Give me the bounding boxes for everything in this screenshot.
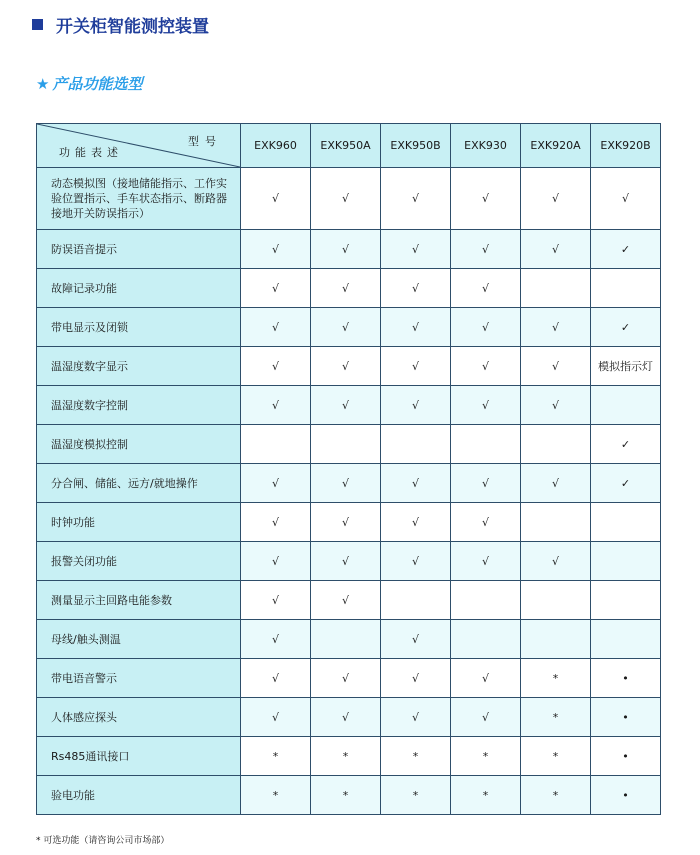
support-cell bbox=[591, 503, 661, 542]
support-cell: √ bbox=[241, 503, 311, 542]
support-cell bbox=[451, 620, 521, 659]
support-cell: √ bbox=[241, 269, 311, 308]
table-row bbox=[37, 776, 661, 815]
support-cell: √ bbox=[381, 269, 451, 308]
support-cell: * bbox=[521, 698, 591, 737]
support-cell: √ bbox=[451, 168, 521, 230]
support-cell: • bbox=[591, 659, 661, 698]
support-cell bbox=[311, 425, 381, 464]
table-header-row bbox=[37, 124, 661, 168]
support-cell: √ bbox=[311, 230, 381, 269]
support-cell: * bbox=[241, 737, 311, 776]
support-cell: ✓ bbox=[591, 425, 661, 464]
support-cell bbox=[521, 425, 591, 464]
support-cell: √ bbox=[241, 347, 311, 386]
support-cell: √ bbox=[241, 386, 311, 425]
support-cell: * bbox=[381, 776, 451, 815]
function-cell: 验电功能 bbox=[37, 776, 241, 815]
model-header: EXK920A bbox=[521, 124, 591, 168]
support-cell bbox=[381, 581, 451, 620]
function-cell: 分合闸、储能、远方/就地操作 bbox=[37, 464, 241, 503]
support-cell: √ bbox=[451, 308, 521, 347]
table-row bbox=[37, 168, 661, 230]
support-cell: √ bbox=[381, 386, 451, 425]
function-cell: 故障记录功能 bbox=[37, 269, 241, 308]
support-cell: √ bbox=[241, 464, 311, 503]
section-title bbox=[36, 73, 142, 94]
table-row bbox=[37, 659, 661, 698]
support-cell: ✓ bbox=[591, 464, 661, 503]
support-cell: √ bbox=[521, 386, 591, 425]
function-cell: Rs485通讯接口 bbox=[37, 737, 241, 776]
support-cell: * bbox=[311, 737, 381, 776]
support-cell: √ bbox=[381, 659, 451, 698]
support-cell bbox=[451, 425, 521, 464]
page-title bbox=[32, 12, 209, 37]
model-header: EXK950B bbox=[381, 124, 451, 168]
support-cell bbox=[521, 503, 591, 542]
support-cell: √ bbox=[381, 698, 451, 737]
header-model-label: 型号 bbox=[188, 135, 222, 148]
square-bullet-icon bbox=[32, 19, 43, 30]
function-cell: 温湿度数字显示 bbox=[37, 347, 241, 386]
function-cell: 母线/触头测温 bbox=[37, 620, 241, 659]
diagonal-header-cell bbox=[37, 124, 241, 168]
support-cell: * bbox=[451, 776, 521, 815]
support-cell: √ bbox=[521, 347, 591, 386]
support-cell: √ bbox=[381, 230, 451, 269]
model-header: EXK930 bbox=[451, 124, 521, 168]
support-cell: √ bbox=[451, 347, 521, 386]
page-title-text: 开关柜智能测控装置 bbox=[56, 17, 209, 37]
support-cell: √ bbox=[381, 620, 451, 659]
support-cell: • bbox=[591, 776, 661, 815]
support-cell bbox=[591, 581, 661, 620]
support-cell: √ bbox=[311, 581, 381, 620]
support-cell: * bbox=[521, 776, 591, 815]
support-cell: √ bbox=[241, 581, 311, 620]
support-cell bbox=[591, 269, 661, 308]
support-cell bbox=[591, 620, 661, 659]
function-cell: 温湿度数字控制 bbox=[37, 386, 241, 425]
support-cell: √ bbox=[521, 542, 591, 581]
table-row bbox=[37, 503, 661, 542]
model-header: EXK950A bbox=[311, 124, 381, 168]
support-cell: √ bbox=[521, 168, 591, 230]
support-cell bbox=[311, 620, 381, 659]
support-cell bbox=[451, 581, 521, 620]
function-cell: 带电显示及闭锁 bbox=[37, 308, 241, 347]
support-cell: √ bbox=[311, 542, 381, 581]
support-cell: * bbox=[311, 776, 381, 815]
function-cell: 温湿度模拟控制 bbox=[37, 425, 241, 464]
support-cell: 模拟指示灯 bbox=[591, 347, 661, 386]
support-cell: * bbox=[381, 737, 451, 776]
function-cell: 动态模拟图（接地储能指示、工作实验位置指示、手车状态指示、断路器接地开关防误指示） bbox=[37, 168, 241, 230]
model-header: EXK920B bbox=[591, 124, 661, 168]
table-row bbox=[37, 386, 661, 425]
support-cell: √ bbox=[591, 168, 661, 230]
header-function-label: 功能表述 bbox=[59, 146, 123, 159]
support-cell bbox=[591, 542, 661, 581]
support-cell: √ bbox=[451, 659, 521, 698]
function-cell: 时钟功能 bbox=[37, 503, 241, 542]
support-cell: √ bbox=[241, 308, 311, 347]
support-cell: √ bbox=[451, 269, 521, 308]
support-cell: √ bbox=[381, 542, 451, 581]
table-row bbox=[37, 347, 661, 386]
function-cell: 测量显示主回路电能参数 bbox=[37, 581, 241, 620]
support-cell bbox=[381, 425, 451, 464]
table-row bbox=[37, 581, 661, 620]
support-cell: * bbox=[521, 737, 591, 776]
support-cell: √ bbox=[241, 659, 311, 698]
table-row bbox=[37, 737, 661, 776]
support-cell: √ bbox=[311, 698, 381, 737]
support-cell bbox=[591, 386, 661, 425]
support-cell: √ bbox=[521, 464, 591, 503]
support-cell bbox=[241, 425, 311, 464]
function-cell: 报警关闭功能 bbox=[37, 542, 241, 581]
support-cell: • bbox=[591, 737, 661, 776]
support-cell: √ bbox=[311, 386, 381, 425]
function-cell: 防误语音提示 bbox=[37, 230, 241, 269]
table-row bbox=[37, 308, 661, 347]
support-cell bbox=[521, 620, 591, 659]
support-cell: √ bbox=[311, 503, 381, 542]
support-cell bbox=[521, 581, 591, 620]
support-cell: ✓ bbox=[591, 308, 661, 347]
support-cell: √ bbox=[451, 698, 521, 737]
table-row bbox=[37, 542, 661, 581]
support-cell: * bbox=[521, 659, 591, 698]
support-cell: √ bbox=[241, 698, 311, 737]
table-row bbox=[37, 269, 661, 308]
support-cell: √ bbox=[381, 503, 451, 542]
support-cell: √ bbox=[311, 659, 381, 698]
table-row bbox=[37, 620, 661, 659]
function-cell: 带电语音警示 bbox=[37, 659, 241, 698]
section-title-text: 产品功能选型 bbox=[52, 75, 143, 93]
support-cell: √ bbox=[451, 386, 521, 425]
support-cell: √ bbox=[381, 464, 451, 503]
support-cell: * bbox=[451, 737, 521, 776]
model-header: EXK960 bbox=[241, 124, 311, 168]
support-cell: √ bbox=[451, 464, 521, 503]
support-cell: * bbox=[241, 776, 311, 815]
support-cell: • bbox=[591, 698, 661, 737]
support-cell: √ bbox=[311, 168, 381, 230]
table-row bbox=[37, 425, 661, 464]
support-cell: √ bbox=[381, 347, 451, 386]
support-cell: √ bbox=[381, 168, 451, 230]
support-cell: √ bbox=[241, 168, 311, 230]
table-row bbox=[37, 464, 661, 503]
function-selection-table bbox=[36, 123, 661, 815]
support-cell bbox=[521, 269, 591, 308]
support-cell: √ bbox=[521, 308, 591, 347]
table-row bbox=[37, 698, 661, 737]
table-row bbox=[37, 230, 661, 269]
star-icon: ★ bbox=[36, 74, 50, 93]
footnote: * 可选功能（请咨询公司市场部） bbox=[36, 836, 170, 846]
support-cell: √ bbox=[451, 542, 521, 581]
support-cell: √ bbox=[241, 542, 311, 581]
support-cell: √ bbox=[311, 269, 381, 308]
support-cell: √ bbox=[311, 308, 381, 347]
function-cell: 人体感应探头 bbox=[37, 698, 241, 737]
support-cell: √ bbox=[241, 620, 311, 659]
support-cell: √ bbox=[381, 308, 451, 347]
support-cell: √ bbox=[451, 503, 521, 542]
support-cell: √ bbox=[451, 230, 521, 269]
support-cell: ✓ bbox=[591, 230, 661, 269]
support-cell: √ bbox=[311, 347, 381, 386]
support-cell: √ bbox=[521, 230, 591, 269]
support-cell: √ bbox=[311, 464, 381, 503]
support-cell: √ bbox=[241, 230, 311, 269]
